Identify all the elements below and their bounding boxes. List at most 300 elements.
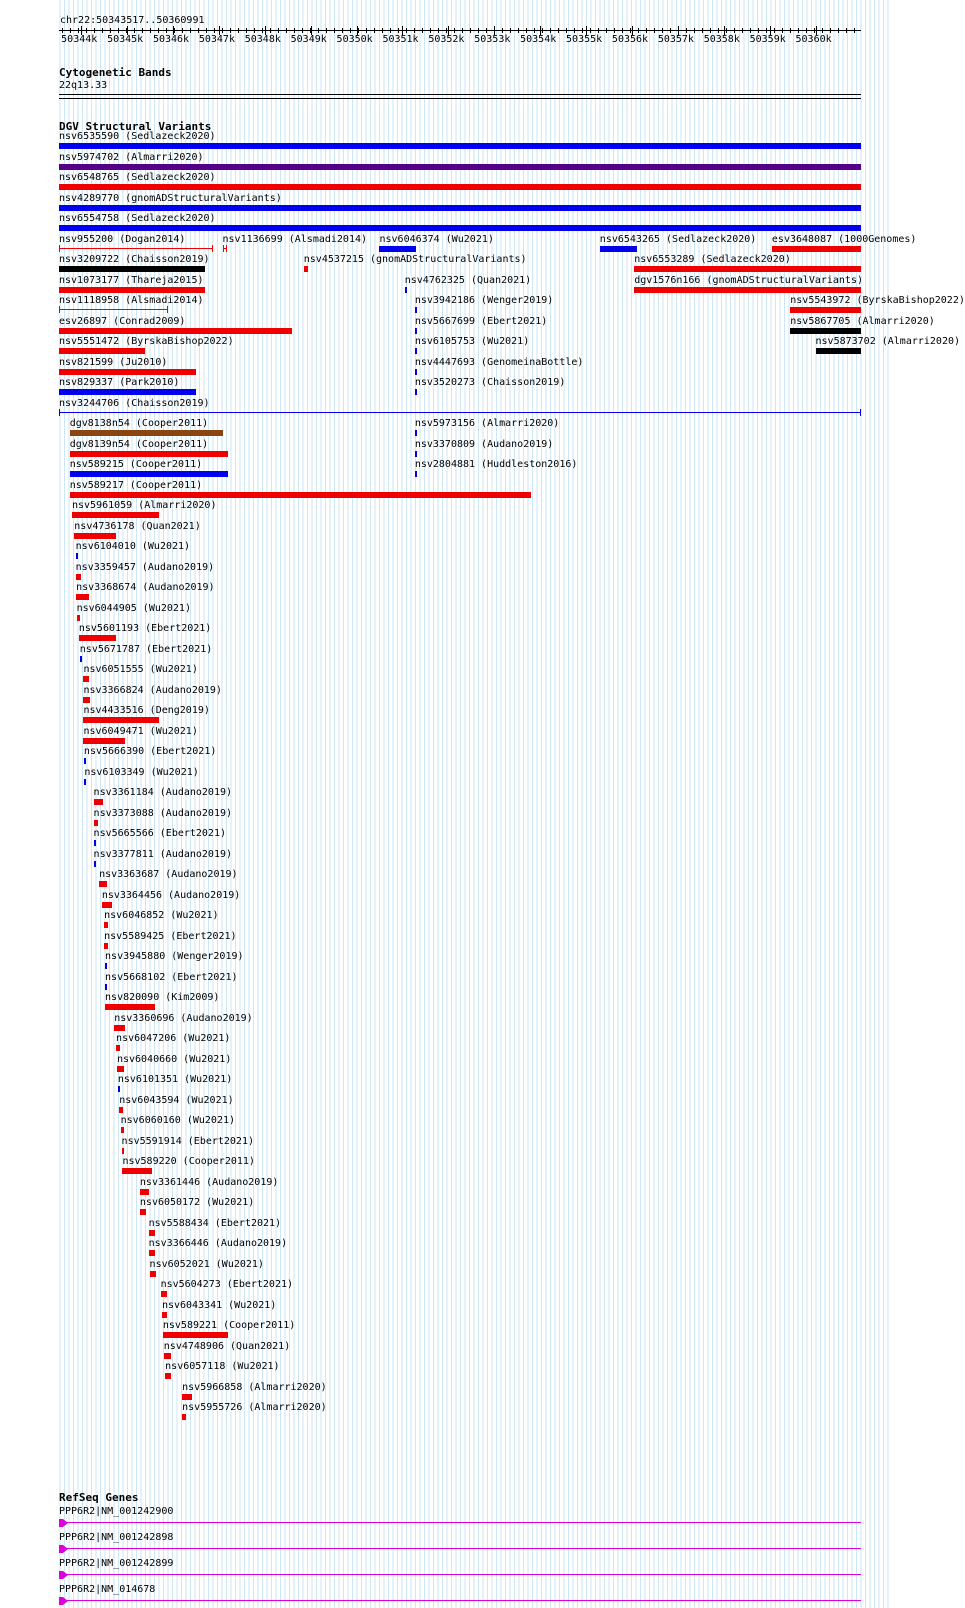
ruler-minor-tick: [478, 28, 479, 33]
dgv-feature-bar: [104, 943, 108, 949]
dgv-feature-label: nsv5961059 (Almarri2020): [71, 500, 217, 511]
ruler-minor-tick: [334, 28, 335, 33]
ruler-minor-tick: [366, 28, 367, 33]
ruler-minor-tick: [838, 28, 839, 33]
ruler-tick-label: 50358k: [703, 34, 740, 45]
ruler-minor-tick: [374, 28, 375, 33]
ruler-minor-tick: [670, 28, 671, 33]
dgv-feature-bar: [99, 881, 107, 887]
ruler-minor-tick: [774, 28, 775, 33]
ruler-minor-tick: [566, 28, 567, 33]
dgv-feature-label: nsv5668102 (Ebert2021): [105, 971, 238, 983]
ruler-minor-tick: [782, 28, 783, 33]
ruler-minor-tick: [550, 28, 551, 33]
dgv-feature-label: nsv5604273 (Ebert2021): [160, 1279, 294, 1290]
dgv-feature-cap: [167, 306, 168, 313]
dgv-feature-label: nsv3366446 (Audano2019): [148, 1238, 288, 1249]
dgv-feature-bar: [83, 697, 90, 703]
dgv-feature-bar: [79, 635, 116, 641]
dgv-feature-bar: [94, 861, 96, 867]
dgv-feature-bar: [379, 246, 416, 252]
dgv-feature-label: nsv3363687 (Audano2019): [99, 869, 238, 880]
dgv-feature-bar: [122, 1148, 125, 1154]
dgv-feature-label: nsv6043341 (Wu2021): [161, 1299, 277, 1311]
ruler-minor-tick: [446, 28, 447, 33]
cytoband-track-title[interactable]: Cytogenetic Bands: [59, 66, 172, 79]
dgv-feature-bar: [80, 656, 82, 662]
dgv-feature-label: dgv8138n54 (Cooper2011): [69, 418, 209, 429]
dgv-feature-bar: [70, 430, 224, 436]
dgv-feature-label: nsv821599 (Ju2010): [59, 356, 168, 368]
dgv-feature-bar: [105, 963, 107, 969]
dgv-feature-label: nsv3364456 (Audano2019): [101, 889, 241, 901]
dgv-feature-label: nsv6057118 (Wu2021): [165, 1361, 280, 1372]
ruler-minor-tick: [614, 28, 615, 33]
dgv-feature-bar: [72, 512, 159, 518]
dgv-feature-bar: [94, 840, 96, 846]
dgv-feature-label: nsv6044905 (Wu2021): [76, 602, 191, 614]
dgv-feature-label: nsv5667699 (Ebert2021): [414, 315, 548, 327]
dgv-feature-bar: [76, 553, 78, 559]
dgv-track-title[interactable]: DGV Structural Variants: [59, 120, 212, 133]
ruler-minor-tick: [398, 28, 399, 33]
ruler-tick-label: 50347k: [198, 34, 235, 45]
dgv-feature-bar: [140, 1189, 149, 1195]
dgv-feature-label: esv26897 (Conrad2009): [59, 315, 186, 327]
ruler-tick-label: 50350k: [336, 34, 373, 45]
dgv-feature-label: nsv829337 (Park2010): [59, 377, 180, 388]
ruler-minor-tick: [438, 28, 439, 33]
ruler-minor-tick: [742, 28, 743, 33]
dgv-feature-label: nsv6104010 (Wu2021): [75, 541, 191, 552]
ruler-tick-label: 50346k: [152, 34, 190, 45]
ruler-tick-label: 50359k: [749, 34, 786, 45]
dgv-feature-label: nsv5955726 (Almarri2020): [182, 1402, 327, 1413]
ruler-minor-tick: [246, 28, 247, 33]
ruler-minor-tick: [750, 28, 751, 33]
dgv-feature-label: nsv6046374 (Wu2021): [379, 233, 494, 245]
ruler-tick-label: 50356k: [611, 34, 649, 45]
ruler-minor-tick: [598, 28, 599, 33]
refseq-gene-label: PPP6R2|NM_001242899: [59, 1558, 174, 1569]
ruler-minor-tick: [710, 28, 711, 33]
dgv-feature-label: nsv4762325 (Quan2021): [404, 274, 532, 286]
dgv-feature-bar: [122, 1168, 152, 1174]
dgv-feature-bar: [83, 738, 124, 744]
dgv-feature-label: nsv3209722 (Chaisson2019): [59, 254, 210, 265]
dgv-feature-cap: [223, 245, 224, 252]
dgv-feature-bar: [165, 1373, 171, 1379]
dgv-feature-label: nsv6105753 (Wu2021): [414, 336, 530, 347]
dgv-feature-label: nsv589215 (Cooper2011): [69, 459, 203, 470]
ruler-minor-tick: [350, 28, 351, 33]
ruler-minor-tick: [646, 28, 647, 33]
dgv-feature-label: nsv5665566 (Ebert2021): [93, 828, 226, 839]
dgv-feature-bar: [164, 1353, 171, 1359]
dgv-feature-line: [59, 309, 168, 310]
ruler-minor-tick: [238, 28, 239, 33]
dgv-feature-label: nsv5551472 (ByrskaBishop2022): [59, 336, 234, 347]
dgv-feature-label: nsv6535590 (Sedlazeck2020): [59, 131, 216, 142]
dgv-feature-label: nsv5873702 (Almarri2020): [815, 336, 961, 347]
ruler-minor-tick: [86, 28, 87, 33]
dgv-feature-label: nsv6043594 (Wu2021): [119, 1094, 234, 1106]
dgv-feature-cap: [860, 409, 861, 416]
dgv-feature-label: nsv589217 (Cooper2011): [69, 479, 203, 491]
dgv-feature-label: dgv8139n54 (Cooper2011): [69, 438, 209, 450]
dgv-feature-label: nsv3520273 (Chaisson2019): [414, 377, 566, 388]
cytoband-label: 22q13.33: [59, 80, 108, 91]
refseq-gene-label: PPP6R2|NM_001242898: [59, 1532, 174, 1543]
ruler-minor-tick: [174, 28, 175, 33]
dgv-feature-bar: [415, 471, 417, 477]
dgv-feature-label: nsv3370809 (Audano2019): [414, 438, 554, 450]
dgv-feature-label: nsv6548765 (Sedlazeck2020): [59, 172, 216, 183]
dgv-feature-bar: [415, 348, 417, 354]
dgv-feature-label: nsv6051555 (Wu2021): [83, 664, 198, 675]
ruler-minor-tick: [302, 28, 303, 33]
ruler-minor-tick: [470, 28, 471, 33]
dgv-feature-label: nsv6040660 (Wu2021): [116, 1053, 232, 1065]
dgv-feature-bar: [118, 1086, 120, 1092]
dgv-feature-label: nsv1118958 (Alsmadi2014): [59, 295, 204, 306]
dgv-feature-line: [59, 248, 213, 249]
dgv-feature-label: nsv4447693 (GenomeinaBottle): [414, 356, 584, 368]
dgv-feature-label: nsv1073177 (Thareja2015): [59, 274, 204, 286]
ruler-tick-label: 50355k: [566, 34, 603, 45]
dgv-feature-bar: [102, 902, 113, 908]
dgv-feature-bar: [77, 615, 81, 621]
ruler-minor-tick: [318, 28, 319, 33]
ruler-minor-tick: [78, 28, 79, 33]
dgv-feature-label: nsv5666390 (Ebert2021): [83, 746, 217, 757]
dgv-feature-label: nsv5974702 (Almarri2020): [59, 151, 204, 163]
position-label: chr22:50343517..50360991: [60, 15, 205, 26]
ruler-minor-tick: [382, 28, 383, 33]
dgv-feature-label: nsv6554758 (Sedlazeck2020): [59, 213, 216, 224]
dgv-feature-label: nsv5543972 (ByrskaBishop2022): [790, 295, 965, 306]
ruler-minor-tick: [534, 28, 535, 33]
refseq-intron-line: [59, 1548, 861, 1549]
dgv-feature-bar: [121, 1127, 125, 1133]
ruler-minor-tick: [758, 28, 759, 33]
dgv-feature-label: nsv5589425 (Ebert2021): [104, 930, 237, 942]
dgv-feature-label: nsv4736178 (Quan2021): [74, 520, 201, 532]
dgv-feature-bar: [83, 676, 89, 682]
ruler-minor-tick: [150, 28, 151, 33]
dgv-feature-bar: [105, 1004, 155, 1010]
ruler-minor-tick: [270, 28, 271, 33]
dgv-feature-bar: [104, 922, 108, 928]
ruler-minor-tick: [358, 28, 359, 33]
ruler-minor-tick: [166, 28, 167, 33]
ruler-minor-tick: [62, 28, 63, 33]
dgv-feature-label: nsv5867705 (Almarri2020): [790, 315, 935, 327]
ruler-minor-tick: [406, 28, 407, 33]
ruler-minor-tick: [486, 28, 487, 33]
dgv-feature-label: nsv6543265 (Sedlazeck2020): [599, 233, 757, 245]
ruler-minor-tick: [414, 28, 415, 33]
ruler-minor-tick: [102, 28, 103, 33]
dgv-feature-bar: [790, 307, 861, 313]
dgv-feature-bar: [74, 533, 115, 539]
dgv-feature-label: nsv3373088 (Audano2019): [93, 807, 233, 819]
ruler-tick-label: 50357k: [657, 34, 694, 45]
ruler-tick-label: 50344k: [61, 34, 98, 45]
dgv-feature-label: nsv5966858 (Almarri2020): [182, 1381, 327, 1393]
dgv-feature-label: nsv3244706 (Chaisson2019): [59, 397, 210, 409]
dgv-feature-bar: [84, 779, 86, 785]
ruler-minor-tick: [70, 28, 71, 33]
ruler-minor-tick: [638, 28, 639, 33]
dgv-feature-cap: [212, 245, 213, 252]
ruler-minor-tick: [462, 28, 463, 33]
dgv-feature-label: nsv589221 (Cooper2011): [162, 1320, 296, 1331]
dgv-feature-label: nsv6047206 (Wu2021): [116, 1033, 231, 1044]
dgv-feature-bar: [415, 389, 417, 395]
ruler-minor-tick: [510, 28, 511, 33]
dgv-feature-label: nsv2804881 (Huddleston2016): [414, 459, 578, 470]
track-divider: [59, 98, 861, 99]
strand-arrow-icon: [63, 1597, 68, 1605]
ruler-minor-tick: [686, 28, 687, 33]
dgv-feature-bar: [117, 1066, 124, 1072]
ruler-minor-tick: [342, 28, 343, 33]
ruler-minor-tick: [518, 28, 519, 33]
dgv-feature-bar: [94, 820, 99, 826]
ruler-minor-tick: [422, 28, 423, 33]
dgv-feature-bar: [304, 266, 309, 272]
dgv-feature-bar: [59, 287, 205, 293]
ruler-minor-tick: [190, 28, 191, 33]
dgv-feature-label: nsv4433516 (Deng2019): [83, 705, 210, 716]
dgv-feature-cap: [59, 306, 60, 313]
ruler-minor-tick: [110, 28, 111, 33]
dgv-feature-bar: [790, 328, 861, 334]
dgv-feature-label: nsv3377811 (Audano2019): [93, 848, 233, 860]
dgv-feature-cap: [59, 245, 60, 252]
ruler-minor-tick: [822, 28, 823, 33]
ruler-minor-tick: [526, 28, 527, 33]
ruler-minor-tick: [254, 28, 255, 33]
dgv-feature-label: dgv1576n166 (gnomADStructuralVariants): [634, 274, 863, 286]
dgv-feature-label: nsv3361184 (Audano2019): [93, 787, 233, 798]
dgv-feature-label: nsv3361446 (Audano2019): [139, 1176, 279, 1188]
refseq-gene-label: PPP6R2|NM_001242900: [59, 1506, 174, 1517]
ruler-minor-tick: [326, 28, 327, 33]
ruler-minor-tick: [222, 28, 223, 33]
dgv-feature-bar: [116, 1045, 120, 1051]
ruler-minor-tick: [390, 28, 391, 33]
dgv-feature-bar: [182, 1394, 192, 1400]
strand-arrow-icon: [63, 1571, 68, 1579]
ruler-minor-tick: [182, 28, 183, 33]
ruler-minor-tick: [542, 28, 543, 33]
dgv-feature-label: nsv3942186 (Wenger2019): [414, 295, 554, 306]
ruler-minor-tick: [830, 28, 831, 33]
dgv-feature-bar: [70, 471, 228, 477]
dgv-feature-bar: [415, 430, 417, 436]
ruler-minor-tick: [134, 28, 135, 33]
dgv-feature-bar: [140, 1209, 146, 1215]
dgv-feature-bar: [59, 369, 196, 375]
dgv-feature-bar: [76, 594, 89, 600]
dgv-feature-label: nsv3366824 (Audano2019): [83, 684, 222, 696]
ruler-minor-tick: [142, 28, 143, 33]
ruler-minor-tick: [806, 28, 807, 33]
dgv-feature-bar: [59, 328, 292, 334]
ruler-minor-tick: [118, 28, 119, 33]
ruler-minor-tick: [622, 28, 623, 33]
dgv-feature-label: esv3648087 (1000Genomes): [771, 233, 917, 245]
dgv-feature-bar: [415, 369, 417, 375]
ruler-axis: [59, 30, 861, 31]
track-divider: [59, 94, 861, 95]
dgv-feature-label: nsv4289770 (gnomADStructuralVariants): [59, 192, 282, 204]
dgv-feature-bar: [59, 348, 145, 354]
dgv-feature-label: nsv6101351 (Wu2021): [117, 1074, 233, 1085]
ruler-minor-tick: [582, 28, 583, 33]
ruler-minor-tick: [590, 28, 591, 33]
ruler-minor-tick: [198, 28, 199, 33]
ruler-tick-label: 50345k: [107, 34, 144, 45]
ruler-minor-tick: [294, 28, 295, 33]
ruler-minor-tick: [630, 28, 631, 33]
ruler-minor-tick: [502, 28, 503, 33]
dgv-feature-bar: [415, 451, 417, 457]
dgv-feature-bar: [149, 1250, 155, 1256]
dgv-feature-label: nsv5591914 (Ebert2021): [121, 1135, 254, 1147]
dgv-feature-label: nsv3360696 (Audano2019): [114, 1012, 253, 1024]
ruler-minor-tick: [230, 28, 231, 33]
ruler-minor-tick: [430, 28, 431, 33]
ruler-tick-label: 50352k: [428, 34, 465, 45]
dgv-feature-label: nsv4537215 (gnomADStructuralVariants): [303, 254, 527, 265]
dgv-feature-bar: [83, 717, 159, 723]
dgv-feature-bar: [405, 287, 407, 293]
dgv-feature-bar: [105, 984, 107, 990]
refseq-gene-label: PPP6R2|NM_014678: [59, 1584, 156, 1595]
ruler-minor-tick: [286, 28, 287, 33]
dgv-feature-bar: [119, 1107, 123, 1113]
dgv-feature-bar: [150, 1271, 156, 1277]
ruler-minor-tick: [654, 28, 655, 33]
dgv-feature-label: nsv6052021 (Wu2021): [149, 1258, 264, 1270]
dgv-feature-bar: [415, 328, 417, 334]
ruler-minor-tick: [94, 28, 95, 33]
refseq-intron-line: [59, 1522, 861, 1523]
dgv-feature-label: nsv6060160 (Wu2021): [120, 1115, 236, 1126]
dgv-feature-bar: [634, 287, 861, 293]
dgv-feature-bar: [600, 246, 637, 252]
dgv-feature-label: nsv3359457 (Audano2019): [75, 561, 215, 573]
dgv-feature-bar: [816, 348, 861, 354]
refseq-intron-line: [59, 1574, 861, 1575]
ruler-tick-label: 50360k: [795, 34, 832, 45]
dgv-feature-cap: [226, 245, 227, 252]
ruler-minor-tick: [606, 28, 607, 33]
strand-arrow-icon: [63, 1519, 68, 1527]
dgv-feature-label: nsv6046852 (Wu2021): [104, 910, 219, 921]
dgv-feature-label: nsv6050172 (Wu2021): [139, 1197, 255, 1208]
ruler-tick-label: 50354k: [520, 34, 557, 45]
ruler-minor-tick: [558, 28, 559, 33]
dgv-feature-bar: [161, 1291, 168, 1297]
dgv-feature-label: nsv3368674 (Audano2019): [76, 582, 215, 593]
strand-arrow-icon: [63, 1545, 68, 1553]
dgv-feature-label: nsv3945880 (Wenger2019): [105, 951, 244, 962]
dgv-feature-line: [59, 412, 861, 413]
ruler-minor-tick: [702, 28, 703, 33]
refseq-track-title[interactable]: RefSeq Genes: [59, 1491, 139, 1504]
dgv-feature-bar: [415, 307, 417, 313]
dgv-feature-label: nsv5601193 (Ebert2021): [78, 623, 212, 634]
dgv-feature-label: nsv6553289 (Sedlazeck2020): [634, 254, 791, 265]
ruler-minor-tick: [798, 28, 799, 33]
dgv-feature-label: nsv1136699 (Alsmadi2014): [222, 233, 368, 245]
ruler-minor-tick: [278, 28, 279, 33]
dgv-feature-label: nsv589220 (Cooper2011): [122, 1156, 255, 1167]
dgv-feature-bar: [59, 266, 205, 272]
ruler-minor-tick: [574, 28, 575, 33]
dgv-feature-label: nsv4748906 (Quan2021): [163, 1340, 291, 1352]
dgv-feature-label: nsv6049471 (Wu2021): [83, 725, 198, 737]
ruler-tick-label: 50349k: [290, 34, 327, 45]
dgv-feature-label: nsv5588434 (Ebert2021): [148, 1217, 282, 1229]
dgv-feature-label: nsv5973156 (Almarri2020): [414, 418, 560, 429]
ruler-minor-tick: [790, 28, 791, 33]
ruler-minor-tick: [718, 28, 719, 33]
dgv-feature-bar: [70, 451, 228, 457]
dgv-feature-bar: [59, 389, 196, 395]
dgv-feature-bar: [149, 1230, 155, 1236]
ruler-minor-tick: [214, 28, 215, 33]
refseq-intron-line: [59, 1600, 861, 1601]
dgv-feature-cap: [59, 409, 60, 416]
dgv-feature-bar: [162, 1312, 168, 1318]
dgv-feature-bar: [114, 1025, 125, 1031]
dgv-feature-label: nsv955200 (Dogan2014): [59, 233, 186, 245]
ruler-minor-tick: [766, 28, 767, 33]
dgv-feature-bar: [59, 143, 861, 149]
ruler-tick-label: 50348k: [244, 34, 281, 45]
dgv-feature-bar: [182, 1414, 186, 1420]
dgv-feature-bar: [163, 1332, 228, 1338]
ruler-minor-tick: [262, 28, 263, 33]
ruler-minor-tick: [734, 28, 735, 33]
dgv-feature-bar: [84, 758, 86, 764]
dgv-feature-bar: [59, 225, 861, 231]
dgv-feature-bar: [772, 246, 861, 252]
dgv-feature-bar: [70, 492, 531, 498]
ruler-minor-tick: [662, 28, 663, 33]
ruler-minor-tick: [854, 28, 855, 33]
ruler-minor-tick: [846, 28, 847, 33]
ruler-minor-tick: [206, 28, 207, 33]
dgv-feature-bar: [59, 205, 861, 211]
dgv-feature-bar: [634, 266, 861, 272]
ruler-tick-label: 50353k: [474, 34, 511, 45]
dgv-feature-bar: [59, 184, 861, 190]
ruler-minor-tick: [694, 28, 695, 33]
dgv-feature-label: nsv6103349 (Wu2021): [84, 766, 199, 778]
ruler-minor-tick: [726, 28, 727, 33]
ruler-minor-tick: [158, 28, 159, 33]
ruler-tick-label: 50351k: [382, 34, 419, 45]
ruler-minor-tick: [454, 28, 455, 33]
dgv-feature-label: nsv5671787 (Ebert2021): [79, 643, 213, 655]
dgv-feature-label: nsv820090 (Kim2009): [105, 992, 220, 1003]
